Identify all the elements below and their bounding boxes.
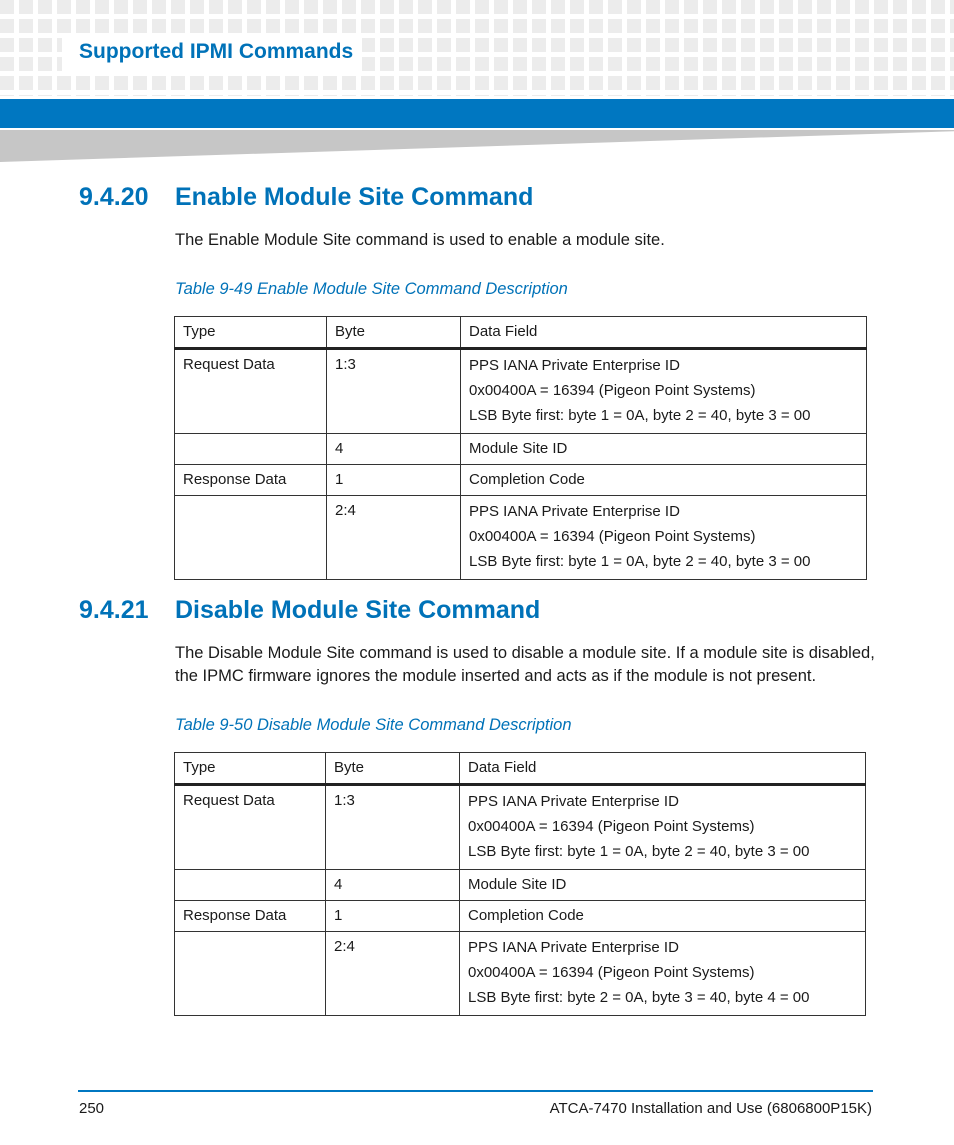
header-gray-wedge	[0, 130, 954, 162]
type-cell: Request Data	[175, 349, 327, 434]
data-field-line: PPS IANA Private Enterprise ID	[468, 793, 679, 810]
column-header: Type	[175, 753, 326, 785]
column-header: Data Field	[460, 753, 866, 785]
table-row	[175, 434, 867, 465]
section-heading-enable	[79, 183, 533, 212]
command-table-disable	[174, 752, 866, 1016]
table-header-row	[175, 753, 866, 785]
data-field-line: Module Site ID	[468, 876, 567, 893]
data-field-line: LSB Byte first: byte 1 = 0A, byte 2 = 40, byte 3 = 00	[468, 843, 810, 860]
type-cell: Response Data	[175, 901, 326, 932]
data-field-cell	[461, 349, 867, 434]
column-header: Byte	[327, 317, 461, 349]
table-header-row	[175, 317, 867, 349]
table-row	[175, 496, 867, 580]
data-field-line: PPS IANA Private Enterprise ID	[469, 357, 680, 374]
type-cell	[175, 496, 327, 580]
column-header: Data Field	[461, 317, 867, 349]
column-header: Byte	[326, 753, 460, 785]
data-field-cell	[460, 785, 866, 870]
type-cell: Request Data	[175, 785, 326, 870]
table-row	[175, 901, 866, 932]
type-cell: Response Data	[175, 465, 327, 496]
byte-cell: 4	[327, 434, 461, 465]
byte-cell: 2:4	[327, 496, 461, 580]
data-field-line: Module Site ID	[469, 440, 568, 457]
data-field-cell	[460, 901, 866, 932]
byte-cell: 1	[326, 901, 460, 932]
byte-cell: 2:4	[326, 932, 460, 1016]
byte-cell: 1:3	[327, 349, 461, 434]
data-field-cell	[460, 870, 866, 901]
footer-rule	[78, 1090, 873, 1092]
command-table-enable	[174, 316, 867, 580]
data-field-cell	[461, 496, 867, 580]
table-row	[175, 932, 866, 1016]
data-field-line: LSB Byte first: byte 1 = 0A, byte 2 = 40, byte 3 = 00	[469, 553, 811, 570]
data-field-line: Completion Code	[469, 471, 585, 488]
section-title: Disable Module Site Command	[175, 596, 541, 624]
section-number: 9.4.21	[79, 596, 149, 624]
section-title: Enable Module Site Command	[175, 183, 534, 211]
data-field-line: 0x00400A = 16394 (Pigeon Point Systems)	[469, 382, 756, 399]
page-number: 250	[79, 1100, 105, 1117]
data-field-cell	[461, 465, 867, 496]
section-heading-disable	[79, 596, 540, 625]
byte-cell: 1:3	[326, 785, 460, 870]
data-field-line: LSB Byte first: byte 2 = 0A, byte 3 = 40, byte 4 = 00	[468, 989, 810, 1006]
section-intro: The Disable Module Site command is used to disable a module site. If a module site is disabled, the IPMC firmware ignores the module inserted and acts as if the module is not present.	[175, 644, 875, 685]
header-blue-bar	[0, 99, 954, 128]
data-field-line: 0x00400A = 16394 (Pigeon Point Systems)	[468, 818, 755, 835]
table-caption: Table 9-50 Disable Module Site Command Description	[175, 716, 572, 734]
data-field-line: LSB Byte first: byte 1 = 0A, byte 2 = 40, byte 3 = 00	[469, 407, 811, 424]
data-field-line: PPS IANA Private Enterprise ID	[469, 503, 680, 520]
running-header-title: Supported IPMI Commands	[79, 40, 354, 63]
byte-cell: 4	[326, 870, 460, 901]
type-cell	[175, 434, 327, 465]
table-row	[175, 465, 867, 496]
data-field-line: Completion Code	[468, 907, 584, 924]
byte-cell: 1	[327, 465, 461, 496]
section-number: 9.4.20	[79, 183, 149, 211]
column-header: Type	[175, 317, 327, 349]
type-cell	[175, 870, 326, 901]
data-field-cell	[461, 434, 867, 465]
document-title: ATCA-7470 Installation and Use (6806800P15K)	[549, 1100, 872, 1117]
type-cell	[175, 932, 326, 1016]
table-row	[175, 785, 866, 870]
section-intro: The Enable Module Site command is used to enable a module site.	[175, 231, 665, 249]
data-field-line: 0x00400A = 16394 (Pigeon Point Systems)	[468, 964, 755, 981]
table-caption: Table 9-49 Enable Module Site Command Description	[175, 280, 568, 298]
table-row	[175, 870, 866, 901]
data-field-line: PPS IANA Private Enterprise ID	[468, 939, 679, 956]
table-row	[175, 349, 867, 434]
data-field-cell	[460, 932, 866, 1016]
data-field-line: 0x00400A = 16394 (Pigeon Point Systems)	[469, 528, 756, 545]
